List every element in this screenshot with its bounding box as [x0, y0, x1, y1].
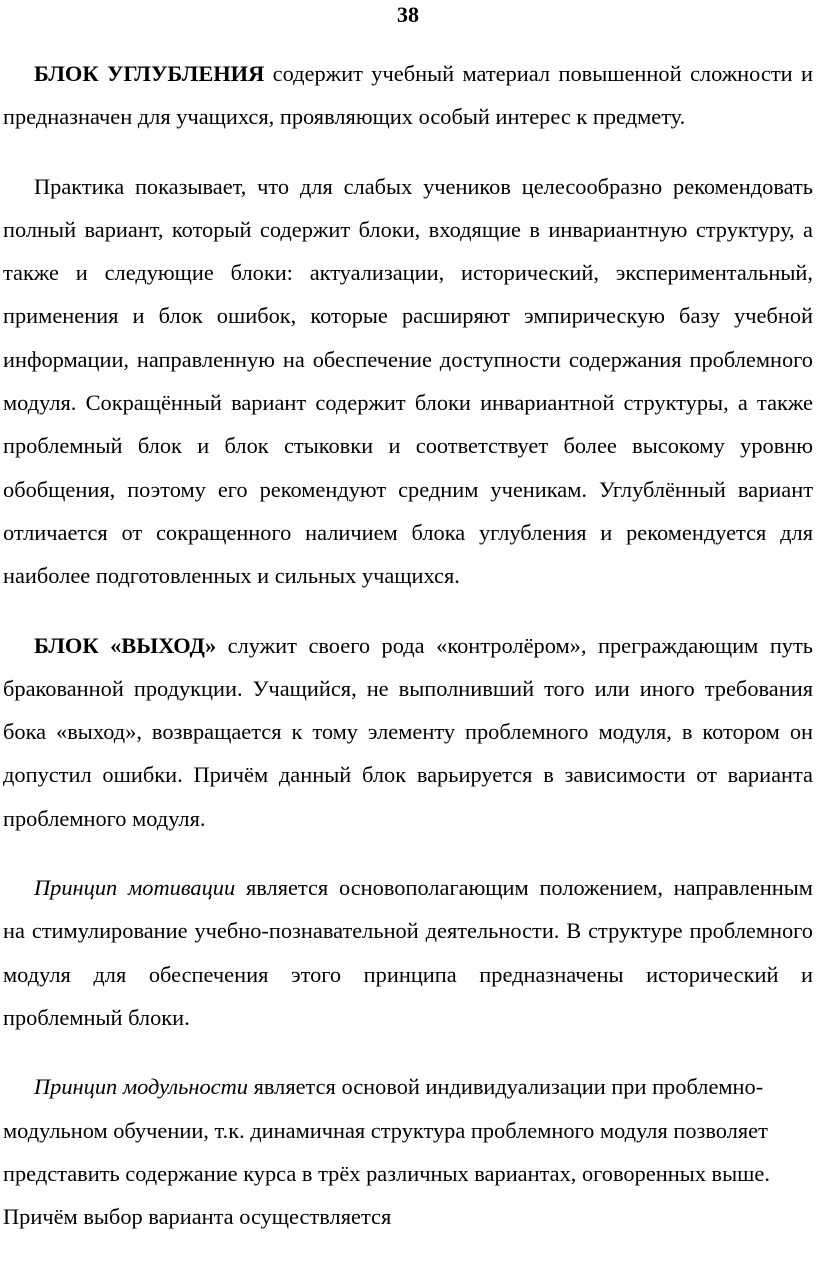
- page-number: 38: [397, 2, 419, 27]
- paragraph-motivation-principle: [3, 866, 813, 1039]
- paragraph-text: является основой индивидуализации при проблемно-модульном обучении, т.к. динамичная структура проблемного модуля позволяет представить содержание курса в трёх различных вариантах, оговоренных выше. Причём выбор варианта осуществляется: [3, 1074, 770, 1230]
- term-deepening-block: БЛОК УГЛУБЛЕНИЯ: [34, 61, 265, 86]
- paragraph-practice: [3, 165, 813, 598]
- term-exit-block: БЛОК «ВЫХОД»: [34, 632, 217, 658]
- term-modularity-principle: Принцип модульности: [34, 1074, 248, 1100]
- paragraph-modularity-principle: [3, 1065, 813, 1238]
- paragraph-exit-block: [3, 624, 813, 840]
- document-body: [3, 52, 813, 1238]
- paragraph-text: является основополагающим положением, направленным на стимулирование учебно-познавательной деятельности. В структуре проблемного модуля для обеспечения этого принципа предназначены исторический и проблемный блоки.: [3, 875, 813, 1030]
- term-motivation-principle: Принцип мотивации: [34, 875, 236, 901]
- paragraph-text: Практика показывает, что для слабых учеников целесообразно рекомендовать полный вариант, который содержит блоки, входящие в инвариантную структуру, а также и следующие блоки: актуализации, исторический, экспериментальный, применения и блок ошибок, которые расширяют эмпирическую базу учебной информации, направленную на обеспечение доступности содержания проблемного модуля. Сокращённый вариант содержит блоки инвариантной структуры, а также проблемный блок и блок стыковки и соответствует более высокому уровню обобщения, поэтому его рекомендуют средним ученикам. Углублённый вариант отличается от сокращенного наличием блока углубления и рекомендуется для наиболее подготовленных и сильных учащихся.: [3, 173, 813, 589]
- paragraph-deepening-block: [3, 52, 813, 139]
- paragraph-text: служит своего рода «контролёром», преграждающим путь бракованной продукции. Учащийся, не выполнивший того или иного требования бока «выход», возвращается к тому элементу проблемного модуля, в котором он допустил ошибки. Причём данный блок варьируется в зависимости от варианта проблемного модуля.: [3, 632, 814, 831]
- paragraph-text: содержит учебный материал повышенной сложности и предназначен для учащихся, проявляющих особый интерес к предмету.: [3, 61, 813, 130]
